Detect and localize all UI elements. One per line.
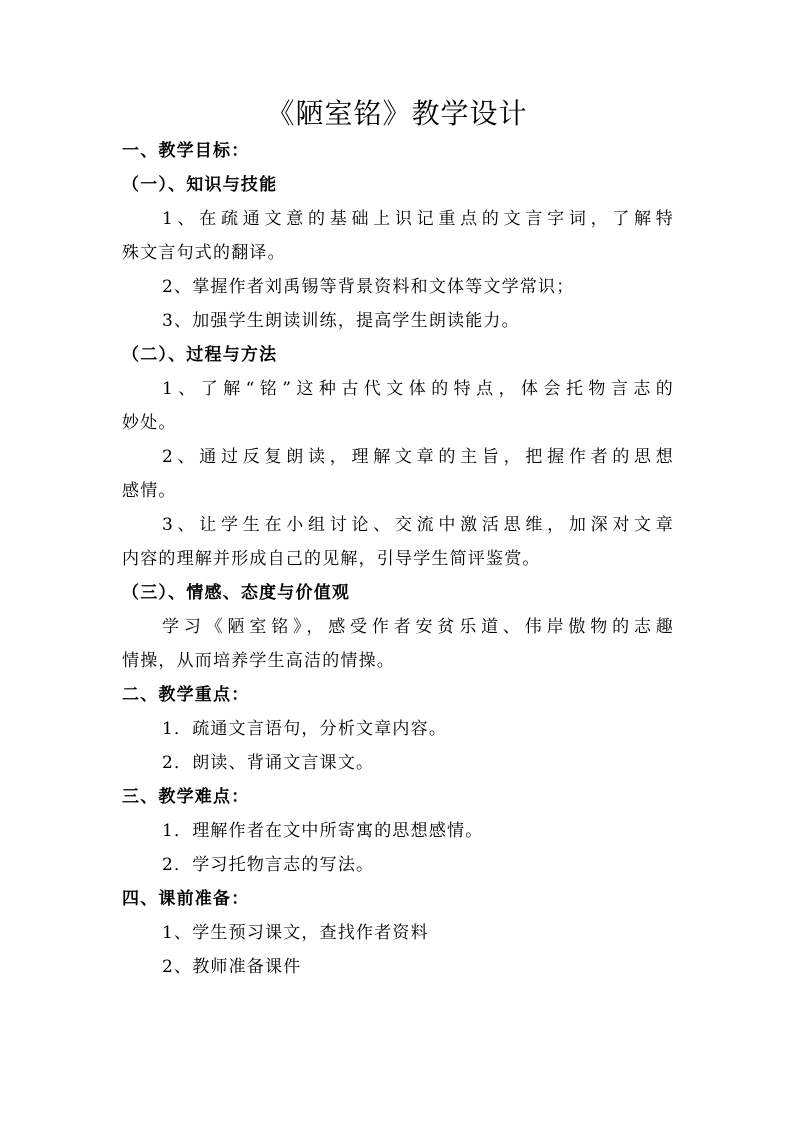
paragraph-line: 殊文言句式的翻译。 xyxy=(122,243,286,263)
paragraph-line: 1、学生预习课文，查找作者资料 xyxy=(162,923,429,943)
subsection-heading-knowledge: （一）、知识与技能 xyxy=(122,175,278,195)
section-heading-objectives: 一、教学目标： xyxy=(122,141,250,161)
paragraph-line: 1、在疏通文意的基础上识记重点的文言字词，了解特 xyxy=(162,209,674,229)
paragraph-line: 感情。 xyxy=(122,481,177,501)
paragraph-line: 1．疏通文言语句，分析文章内容。 xyxy=(162,719,448,739)
paragraph-line: 2、通过反复朗读，理解文章的主旨，把握作者的思想 xyxy=(162,447,674,467)
paragraph-line: 2、掌握作者刘禹锡等背景资料和文体等文学常识； xyxy=(162,277,575,297)
paragraph-line: 3、加强学生朗读训练，提高学生朗读能力。 xyxy=(162,311,520,331)
subsection-heading-process: （二）、过程与方法 xyxy=(122,345,278,365)
paragraph-line: 情操，从而培养学生高洁的情操。 xyxy=(122,651,395,671)
paragraph-line: 1、了解“铭”这种古代文体的特点，体会托物言志的 xyxy=(162,379,674,399)
paragraph-line: 妙处。 xyxy=(122,413,177,433)
section-heading-key-points: 二、教学重点： xyxy=(122,685,250,705)
paragraph-line: 学习《陋室铭》，感受作者安贫乐道、伟岸傲物的志趣 xyxy=(162,617,674,637)
document-body xyxy=(122,134,674,984)
paragraph-line: 2、教师准备课件 xyxy=(162,957,302,977)
paragraph-line: 1．理解作者在文中所寄寓的思想感情。 xyxy=(162,821,484,841)
subsection-heading-attitude: （三）、情感、态度与价值观 xyxy=(122,583,351,603)
section-heading-preparation: 四、课前准备： xyxy=(122,889,250,909)
paragraph-line: 3、让学生在小组讨论、交流中激活思维，加深对文章 xyxy=(162,515,674,535)
paragraph-line: 2．朗读、背诵文言课文。 xyxy=(162,753,375,773)
paragraph-line: 2．学习托物言志的写法。 xyxy=(162,855,375,875)
paragraph-line: 内容的理解并形成自己的见解，引导学生简评鉴赏。 xyxy=(122,549,541,569)
section-heading-difficulties: 三、教学难点： xyxy=(122,787,250,807)
document-title: 《陋室铭》教学设计 xyxy=(266,97,528,130)
